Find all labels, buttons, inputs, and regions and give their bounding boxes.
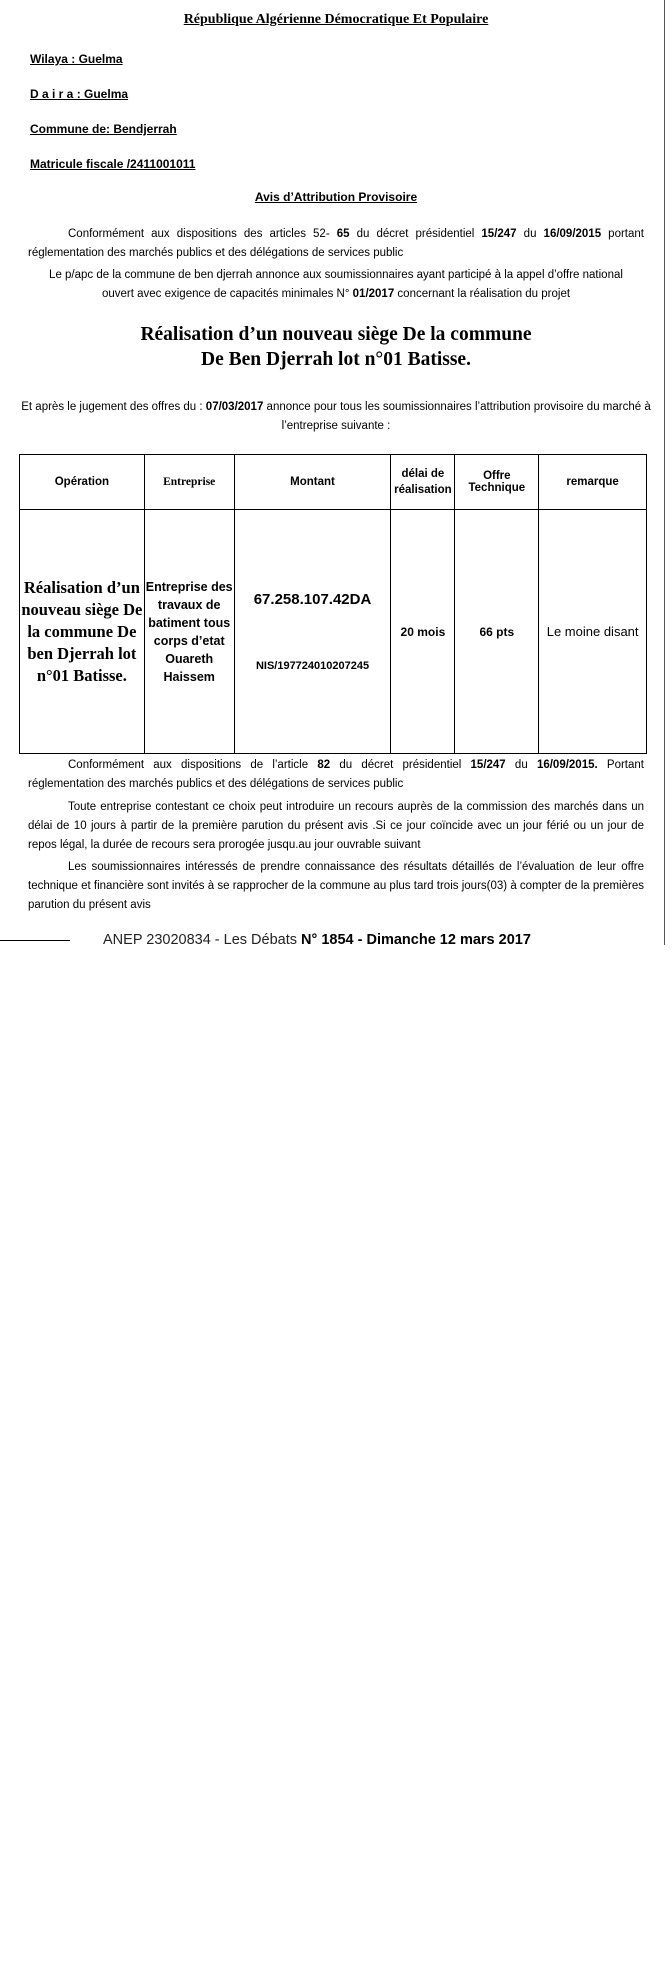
wilaya-label: Wilaya : Guelma [30, 52, 123, 66]
cell-montant [234, 510, 391, 754]
attribution-table [19, 454, 647, 754]
project-title-line-2: De Ben Djerrah lot n°01 Batisse. [201, 349, 471, 370]
table-row [20, 510, 647, 754]
footer-rule [0, 940, 70, 941]
header-entreprise: Entreprise [144, 455, 234, 510]
amount-value: 67.258.107.42DA [253, 591, 372, 608]
header-delai: délai de réalisation [391, 455, 455, 510]
matricule-label: Matricule fiscale /2411001011 [30, 157, 196, 171]
publication-footer [103, 932, 643, 948]
header-offre-technique: Offre Technique [455, 455, 539, 510]
intro-paragraph-2: Le p/apc de la commune de ben djerrah annonce aux soumissionnaires ayant participé à la appel d’offre national ouvert avec exigence de capacités minimales N° 01/2017 concernant la réalisation du projet [49, 269, 623, 300]
header-operation: Opération [20, 455, 145, 510]
table-header-row [20, 455, 647, 510]
project-title-line-1: Réalisation d’un nouveau siège De la commune [140, 324, 532, 345]
nis-value: NIS/197724010207245 [255, 660, 370, 672]
closing-paragraph-2: Toute entreprise contestant ce choix peut introduire un recours auprès de la commission des marchés dans un délai de 10 jours à partir de la première parution du présent avis .Si ce jour coïncide avec un jour férié ou un jour de repos légal, la durée de recours sera prorogée jusqu.au jour ouvrable suivant [28, 801, 644, 851]
cell-entreprise: Entreprise des travaux de batiment tous corps d’etat Ouareth Haissem [144, 510, 234, 754]
republic-heading: République Algérienne Démocratique Et Populaire [183, 12, 489, 27]
closing-paragraph-1: Conformément aux dispositions de l’article 82 du décret présidentiel 15/247 du 16/09/2015. Portant réglementation des marchés publics et des délégations de services public [28, 759, 644, 790]
closing-paragraph-3: Les soumissionnaires intéressés de prendre connaissance des résultats détaillés de l’évaluation de leur offre technique et financière sont invités à se rapprocher de la commune au plus tard trois jours(03) à compter de la premières parution du présent avis [28, 861, 644, 911]
project-title [0, 322, 672, 372]
intro-paragraph-1: Conformément aux dispositions des articles 52- 65 du décret présidentiel 15/247 du 16/09/2015 portant réglementation des marchés publics et des délégations de services public [28, 228, 644, 259]
cell-delai: 20 mois [391, 510, 455, 754]
cell-remarque: Le moine disant [539, 510, 647, 754]
header-montant: Montant [234, 455, 391, 510]
avis-title: Avis d’Attribution Provisoire [254, 190, 418, 204]
cell-operation: Réalisation d’un nouveau siège De la commune De ben Djerrah lot n°01 Batisse. [20, 510, 145, 754]
header-remarque: remarque [539, 455, 647, 510]
commune-label: Commune de: Bendjerrah [30, 122, 177, 136]
footer-issue: N° 1854 - Dimanche 12 mars 2017 [301, 932, 531, 948]
daira-label: D a i r a : Guelma [30, 87, 129, 101]
judgement-paragraph: Et après le jugement des offres du : 07/03/2017 annonce pour tous les soumissionnaires l’attribution provisoire du marché à l’entreprise suivante : [21, 401, 651, 432]
footer-reference: ANEP 23020834 - Les Débats [103, 932, 302, 948]
page-edge-rule [664, 0, 665, 945]
cell-offre-technique: 66 pts [455, 510, 539, 754]
